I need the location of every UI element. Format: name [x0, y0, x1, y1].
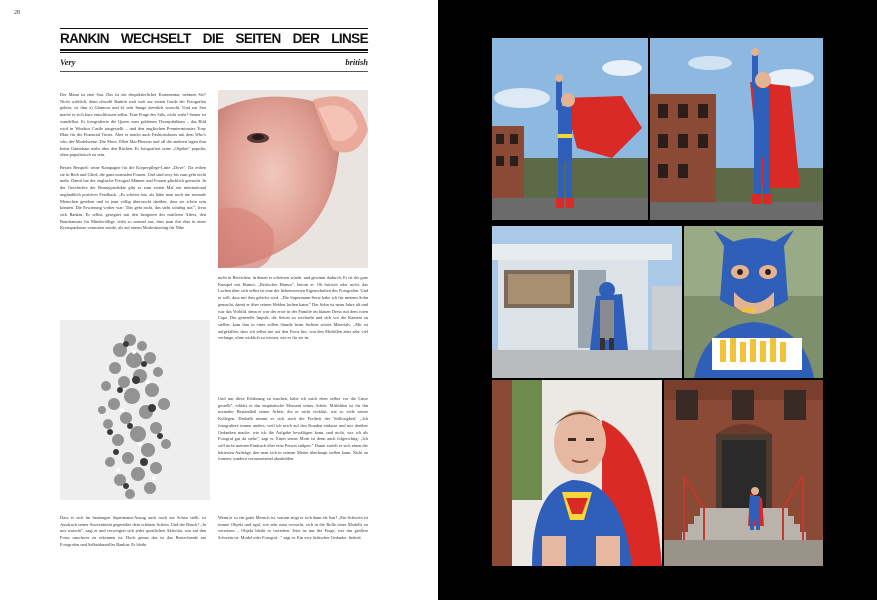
- article-column-2-top: [218, 275, 368, 391]
- left-page: [0, 0, 438, 600]
- headline-word: RANKIN: [60, 31, 109, 46]
- pig-portrait-photo: [218, 90, 368, 268]
- right-page: [438, 0, 877, 600]
- article-paragraph: Wenn er so ein guter Mensch ist, warum zeigt er sich dann als Sau? „Ein Schwein ist immer Objekt und egal, wie sehr man versucht, sich in die Rolle eines Modells zu versetzen – Objekt bleibt es trotzdem. Jetzt ist nur die Frage, wer das größere Schwein ist: Model oder Fotograf..." sagt er. Ein very britischer Gedanke. Indeed.: [218, 515, 368, 541]
- headline-word: SEITEN: [235, 31, 281, 46]
- article-paragraph: Bestes Beispiel: seine Kampagne für die Körperpflege-Linie „Dove". Da reihen sie in Reih und Glied, die ganz normalen Frauen. Und sind sexy bis zum geht nicht mehr. Damit hat der englische Fotograf Männer und Frauen glücklich gemacht. In der Geschichte der Beautyprodukte gibt es zum ersten Mal ein international unglaublich positives Feedback. „Es scheint fast, als hätte man noch nie normale Menschen gesehen und in jeun völlig überrascht darüber, dass sie schön sein können. Die Erwartung vorher war: 'Das geht nicht, das sieht schäbig aus'", freut sich Rankin. Er selbst, gesegnet mit den Insignien des mittleren Alters, den Bauchansatz für Mindevöllige, sieht so normal aus, dass man ihn eher in einer Kreissparkasse vermuten würde, als auf einem Modeshooting für Nike: [60, 165, 206, 231]
- headline-rule-top: [60, 28, 368, 29]
- article-column-2-middle: [218, 396, 368, 508]
- superman-street-photo-2: [650, 38, 823, 220]
- article-column-1-top: [60, 92, 206, 308]
- article-column-1-bottom: [60, 515, 206, 577]
- headline-word: DER: [292, 31, 320, 46]
- headline-word: LINSE: [331, 31, 368, 46]
- subtitle-rule: [60, 71, 368, 72]
- headline-rule-bottom: [60, 49, 368, 51]
- headline: [60, 31, 368, 47]
- article-column-2-bottom: [218, 515, 368, 577]
- headline-rule-bottom-thin: [60, 52, 368, 53]
- superman-building-steps-photo: [664, 380, 823, 566]
- superman-street-photo-1: [492, 38, 648, 220]
- headline-word: DIE: [202, 31, 224, 46]
- article-paragraph: Dass er sich im hautengen Supermann-Anzug auch noch zur Schau stellt, ist Ausdruck seiner Souveränität gegenüber dem schönen Schein. Und der Bauch? „In mir wurscht", sagt er und verweigert sich jeder sportlichen Aktivität, was auf den Fotos unschwer zu erkennen ist. Doch genau das ist das Bestechende am Fotografen und Selbstdarsteller Rankin: Er bleibt: [60, 515, 206, 547]
- masked-hero-eating-photo: [684, 226, 823, 378]
- article-paragraph: Der Mann ist eine Sau. Das ist ein despektierlicher Kommentar, nehmen Sie? Nicht wirklich, denn obwohl Rankin weit weit zur ersten Garde der Fotografen gehört, ist ihm a) Glamour und b) sein Image ziemlich wurscht. Und zur Sau macht er sich kurz entschlossen selbst. Eine Frage des Stils, nicht wahr? Seiner ist wandelbar. Er fotografierte die Queen zum goldenen Thronjubiläum – das Bild wird in Windsor Castle ausgestellt – und den englischen Premierminister Tony Blair für die Financial Times. Aber er macht auch Fashionshoots mit dem Who's who der Modelszene: Die Moss, Ellen MacPherson und all die anderen lagen ihm keine Gänsehaut mehr über den Rücken. Er fotografiert seine „Objekte" populär, ohne populistisch zu sein.: [60, 92, 206, 158]
- subtitle-right: british: [345, 57, 368, 67]
- superman-closeup-photo: [492, 380, 662, 566]
- article-paragraph: nicht in Bereichen, in denen er scheitern würde, und gewinnt dadurch. Er ist der gute Kumpel mit Humor, „Britischer Humor", betont er. Ob britisch oder nicht, das Lachen über sich selbst ist eine der liebenswerten Eigenschaften des Fotografen. Und er will, dass mit ihm gelacht wird. „Die Supermann-Serie habe ich für meinen Sohn gemacht, damit er über seinen Helden lachen kann." Der Sohn ist neun Jahre alt und war das Vorbild, denn er war der erste in der Familie im blauen Dress mit dem roten Cape. Der generelle Impuls, die Seiten zu wechseln und sich vor die Kamera zu stellen, kam ihm in einer stillen Stunde beim Sichten seines Materials. „Mir ist aufgefallen, dass ich selbst nie auf den Fotos bin, von den Modellen aber sehr viel verlange, ohne wirklich zu wissen, wie es für sie ist.: [218, 275, 368, 341]
- article-paragraph: Und um diese Erfahrung zu machen, habe ich mich eben selber vor die Linse gestellt", erklärt er das emphatische Moment seiner Arbeit. Mitfühlen ist für ihn normaler Bestandteil seiner Arbeit, die er nicht verklärt, wie so viele seiner Kollegen. Deshalb nimmt er sich auch die Freiheit der 'Stillosigkeit'. „Ich fotografiere immer anders, weil ich mich auf den Kunden einlasse und mir darüber Gedanken mache, wie ich die Aufgabe bewältigen kann, und nicht, wie ich als Fotograf gut da stehe", sagt er. Eines seiner Motti ist denn auch folgerichtig: „Ich will nicht meinen Eindruck über eine Person stülpen." Damit erzielt er sich einen der härtesten Aufträge, den man sich in seinem Metier überhaupt stellen kann. Nicht zu formen, sondern voraussetzend abzubilden.: [218, 396, 368, 462]
- page-number: 28: [14, 10, 20, 16]
- sequin-figure-photo: [60, 320, 210, 500]
- headline-word: WECHSELT: [120, 31, 191, 46]
- subtitle-left: Very: [60, 57, 76, 67]
- snack-bar-photo: [492, 226, 682, 378]
